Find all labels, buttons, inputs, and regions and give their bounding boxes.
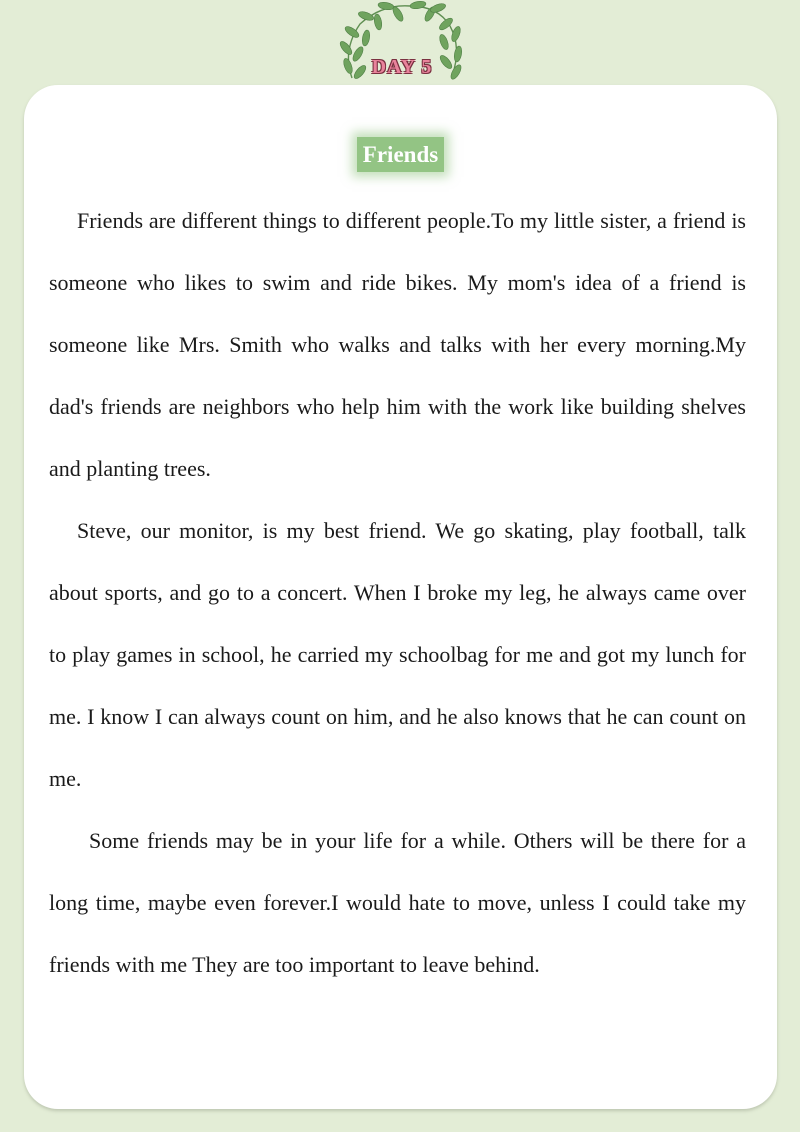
paragraph-3: Some friends may be in your life for a while. Others will be there for a long time, maybe even forever.I would hate to move, unless I could take my friends with me They are too important to leave behind. — [49, 828, 746, 977]
title-container — [24, 137, 777, 172]
paragraph-2: Steve, our monitor, is my best friend. We go skating, play football, talk about sports, and go to a concert. When I broke my leg, he always came over to play games in school, he carried my schoolbag for me and got my lunch for me. I know I can always count on him, and he also knows that he can count on me. — [49, 518, 746, 791]
article-title: Friends — [357, 137, 444, 172]
paragraph-1: Friends are different things to different people.To my little sister, a friend is someone who likes to swim and ride bikes. My mom's idea of a friend is someone like Mrs. Smith who walks and talks with her every morning.My dad's friends are neighbors who help him with the work like building shelves and planting trees. — [49, 208, 746, 481]
article-card — [24, 85, 777, 1109]
article-body — [49, 190, 746, 996]
day-badge: DAY 5 — [371, 56, 433, 78]
